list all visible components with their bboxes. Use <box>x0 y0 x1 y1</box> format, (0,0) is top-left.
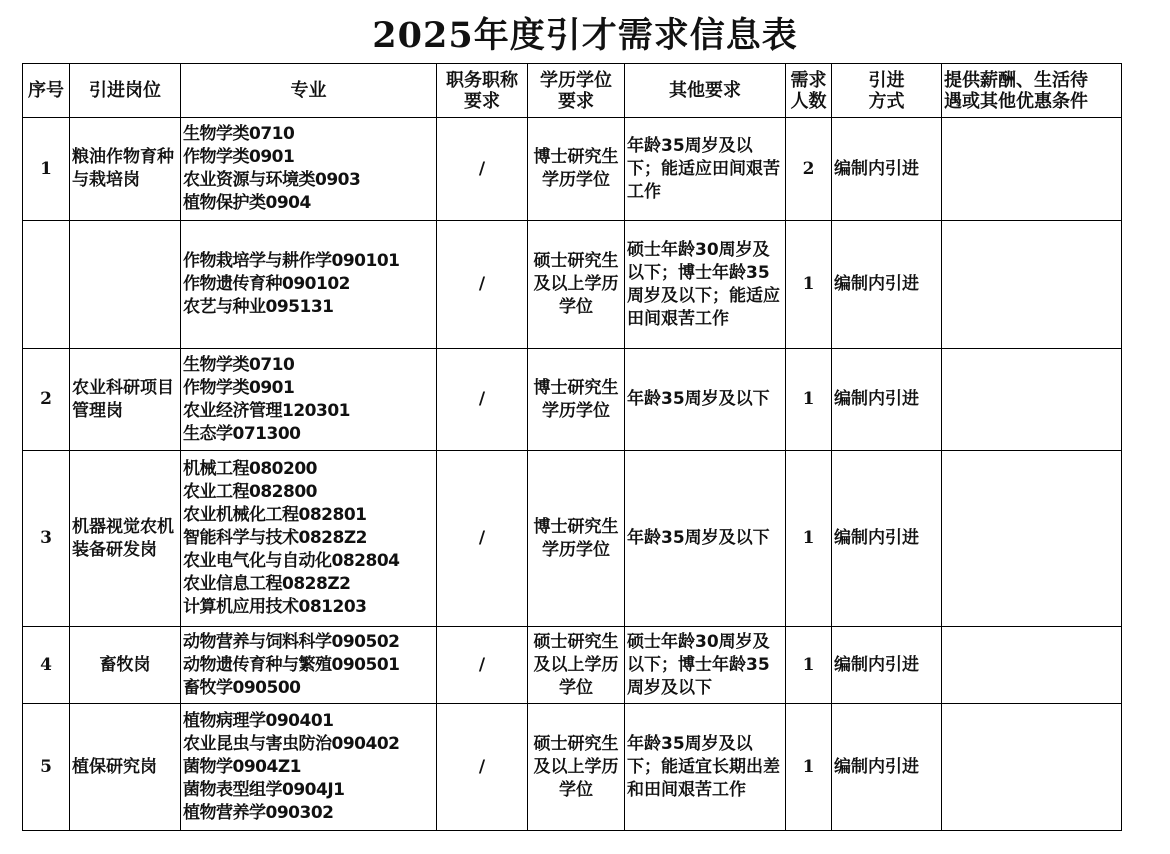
cell-majors <box>181 349 437 451</box>
major-item: 植物保护类0904 <box>183 193 311 213</box>
major-item: 智能科学与技术0828Z2 <box>183 528 367 548</box>
cell-degree: 硕士研究生及以上学历学位 <box>528 221 625 349</box>
cell-other-requirement: 硕士年龄30周岁及以下；博士年龄35周岁及以下 <box>625 627 786 704</box>
header-degree-line2: 要求 <box>558 90 594 112</box>
cell-other-requirement: 年龄35周岁及以下；能适宜长期出差和田间艰苦工作 <box>625 704 786 831</box>
cell-degree: 博士研究生学历学位 <box>528 349 625 451</box>
cell-position: 农业科研项目管理岗 <box>70 349 181 451</box>
major-item: 作物学类0901 <box>183 377 295 398</box>
cell-title-requirement: / <box>437 451 528 627</box>
major-item: 动物遗传育种与繁殖090501 <box>183 654 400 675</box>
header-method-line2: 方式 <box>868 90 905 112</box>
cell-benefits <box>942 627 1122 704</box>
cell-position: 畜牧岗 <box>70 627 181 704</box>
cell-title-requirement: / <box>437 704 528 831</box>
cell-benefits <box>942 221 1122 349</box>
table-row <box>23 627 1122 704</box>
major-item: 生物学类0710 <box>183 354 295 375</box>
major-item: 菌物学0904Z1 <box>183 756 301 777</box>
cell-method: 编制内引进 <box>832 451 942 627</box>
cell-count: 1 <box>786 451 832 627</box>
recruitment-table <box>22 63 1122 831</box>
header-method-line1: 引进 <box>868 69 905 91</box>
cell-count: 1 <box>786 221 832 349</box>
cell-majors <box>181 451 437 627</box>
cell-seq: 4 <box>23 627 70 704</box>
major-item: 农艺与种业095131 <box>183 297 334 317</box>
cell-count: 1 <box>786 627 832 704</box>
cell-title-requirement: / <box>437 221 528 349</box>
cell-position: 植保研究岗 <box>70 704 181 831</box>
major-item: 畜牧学090500 <box>183 677 301 698</box>
major-item: 作物遗传育种090102 <box>183 274 350 294</box>
major-item: 农业信息工程0828Z2 <box>183 574 351 594</box>
cell-seq: 1 <box>23 118 70 221</box>
table-row <box>23 451 1122 627</box>
cell-benefits <box>942 451 1122 627</box>
cell-position: 粮油作物育种与栽培岗 <box>70 118 181 221</box>
major-item: 农业昆虫与害虫防治090402 <box>183 733 400 754</box>
major-item: 动物营养与饲料科学090502 <box>183 631 400 652</box>
header-degree <box>528 64 625 118</box>
table-row <box>23 349 1122 451</box>
cell-degree: 硕士研究生及以上学历学位 <box>528 704 625 831</box>
header-title-requirement-line1: 职务职称 <box>446 69 518 91</box>
major-item: 作物栽培学与耕作学090101 <box>183 251 400 271</box>
cell-position: 机器视觉农机装备研发岗 <box>70 451 181 627</box>
header-count <box>786 64 832 118</box>
cell-title-requirement: / <box>437 349 528 451</box>
cell-position <box>70 221 181 349</box>
cell-benefits <box>942 704 1122 831</box>
cell-method: 编制内引进 <box>832 118 942 221</box>
cell-count: 1 <box>786 349 832 451</box>
cell-majors <box>181 704 437 831</box>
cell-method: 编制内引进 <box>832 349 942 451</box>
cell-benefits <box>942 118 1122 221</box>
major-item: 计算机应用技术081203 <box>183 597 367 617</box>
cell-seq: 3 <box>23 451 70 627</box>
major-item: 农业机械化工程082801 <box>183 505 367 525</box>
header-major: 专业 <box>181 64 437 118</box>
header-other: 其他要求 <box>625 64 786 118</box>
major-item: 植物营养学090302 <box>183 802 334 823</box>
table-row <box>23 118 1122 221</box>
major-item: 生态学071300 <box>183 423 301 444</box>
cell-method: 编制内引进 <box>832 221 942 349</box>
major-item: 农业经济管理120301 <box>183 400 350 421</box>
major-item: 农业资源与环境类0903 <box>183 170 361 190</box>
table-row <box>23 704 1122 831</box>
major-item: 机械工程080200 <box>183 459 317 479</box>
header-method <box>832 64 942 118</box>
cell-count: 2 <box>786 118 832 221</box>
header-benefits-line1: 提供薪酬、生活待 <box>944 69 1088 91</box>
cell-majors <box>181 627 437 704</box>
cell-title-requirement: / <box>437 118 528 221</box>
cell-majors <box>181 118 437 221</box>
cell-title-requirement: / <box>437 627 528 704</box>
cell-other-requirement: 年龄35周岁及以下 <box>625 451 786 627</box>
header-count-line2: 人数 <box>790 90 827 112</box>
header-seq: 序号 <box>23 64 70 118</box>
major-item: 农业电气化与自动化082804 <box>183 551 400 571</box>
cell-majors <box>181 221 437 349</box>
cell-seq: 5 <box>23 704 70 831</box>
header-title-requirement-line2: 要求 <box>464 90 500 112</box>
cell-degree: 硕士研究生及以上学历学位 <box>528 627 625 704</box>
header-benefits-line2: 遇或其他优惠条件 <box>944 90 1088 112</box>
cell-method: 编制内引进 <box>832 627 942 704</box>
cell-degree: 博士研究生学历学位 <box>528 451 625 627</box>
cell-other-requirement: 年龄35周岁及以下；能适应田间艰苦工作 <box>625 118 786 221</box>
table-row <box>23 221 1122 349</box>
major-item: 农业工程082800 <box>183 482 317 502</box>
major-item: 生物学类0710 <box>183 124 295 144</box>
cell-count: 1 <box>786 704 832 831</box>
cell-other-requirement: 年龄35周岁及以下 <box>625 349 786 451</box>
cell-benefits <box>942 349 1122 451</box>
header-count-line1: 需求 <box>790 69 827 91</box>
header-benefits <box>942 64 1122 118</box>
major-item: 作物学类0901 <box>183 147 295 167</box>
header-degree-line1: 学历学位 <box>540 69 612 91</box>
cell-seq <box>23 221 70 349</box>
header-position: 引进岗位 <box>70 64 181 118</box>
table-header-row <box>23 64 1122 118</box>
major-item: 植物病理学090401 <box>183 710 334 731</box>
document-title: 2025年度引才需求信息表 <box>372 15 798 56</box>
cell-other-requirement: 硕士年龄30周岁及以下；博士年龄35周岁及以下；能适应田间艰苦工作 <box>625 221 786 349</box>
major-item: 菌物表型组学0904J1 <box>183 779 345 800</box>
cell-degree: 博士研究生学历学位 <box>528 118 625 221</box>
header-title-requirement <box>437 64 528 118</box>
cell-seq: 2 <box>23 349 70 451</box>
cell-method: 编制内引进 <box>832 704 942 831</box>
